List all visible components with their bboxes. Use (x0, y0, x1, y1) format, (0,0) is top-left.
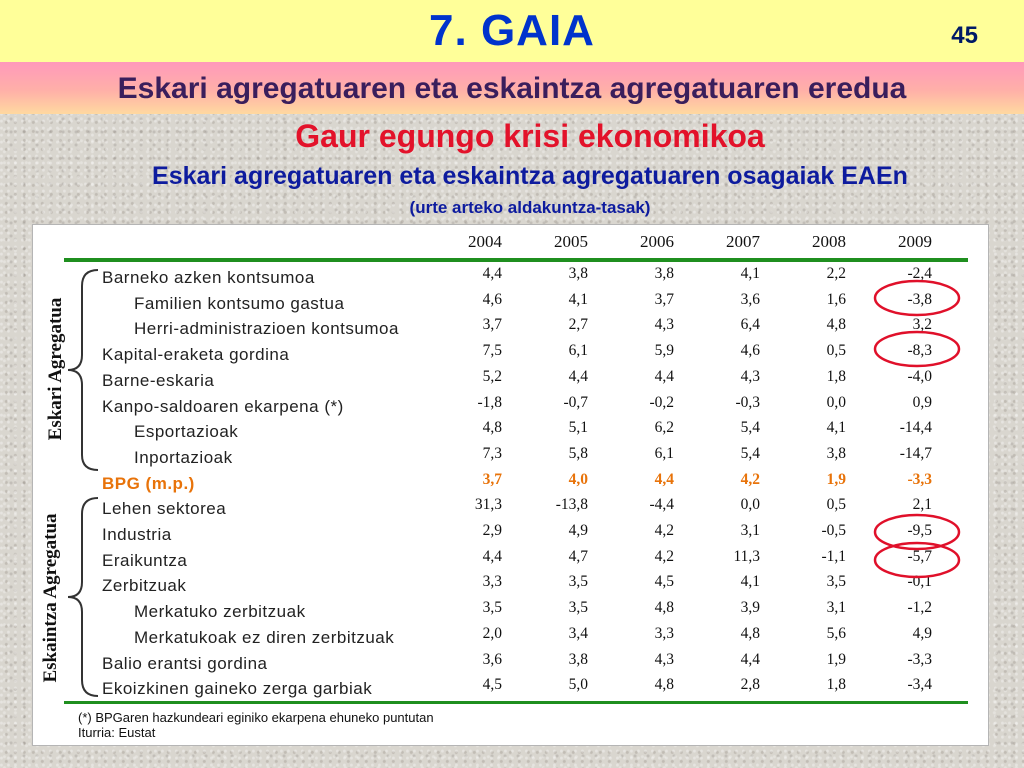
table-cell: 3,9 (740, 599, 760, 617)
table-subtitle: (urte arteko aldakuntza-tasak) (409, 198, 651, 217)
footnote-note: (*) BPGaren hazkundeari eginiko ekarpena ehuneko puntutan (78, 710, 434, 725)
table-cell: 4,4 (568, 367, 588, 385)
table-cell: 3,2 (912, 316, 932, 334)
table-cell: 3,8 (568, 265, 588, 282)
slide-number: 45 (951, 22, 978, 49)
row-label: Herri-administrazioen kontsumoa (134, 319, 399, 339)
table-cell: 0,0 (740, 496, 760, 514)
highlight-circle (875, 332, 959, 366)
table-cell: -4,0 (907, 367, 932, 385)
table-cell: 0,0 (826, 393, 846, 411)
table-title: Eskari agregatuaren eta eskaintza agregatuaren osagaiak EAEn (152, 162, 908, 190)
table-cell: -3,8 (907, 290, 932, 308)
table-cell: -0,3 (735, 393, 760, 411)
slide-subtitle: Eskari agregatuaren eta eskaintza agregatuaren eredua (117, 72, 907, 105)
highlight-circle (875, 281, 959, 315)
row-label: BPG (m.p.) (102, 473, 195, 493)
table-cell: 5,2 (482, 367, 502, 385)
year-header: 2008 (812, 232, 846, 251)
table-cell: 7,5 (482, 342, 502, 360)
table-cell: 3,8 (654, 265, 674, 282)
table-cell: 4,4 (740, 650, 760, 668)
table-cell: 4,5 (482, 676, 502, 694)
table-cell: -14,4 (899, 419, 932, 437)
demand-group-label: Eskari Agregatua (45, 297, 66, 441)
table-cell: -0,5 (821, 522, 846, 539)
table-cell: 3,6 (482, 650, 502, 668)
table-cell: 2,2 (826, 265, 846, 282)
table-cell: 4,8 (740, 624, 760, 642)
table-cell: 4,8 (654, 676, 674, 694)
table-cell: 1,8 (826, 367, 846, 385)
table-cell: 6,4 (740, 316, 760, 334)
table-cell: -5,7 (907, 547, 932, 565)
table-cell: 4,1 (568, 290, 588, 308)
row-label: Zerbitzuak (102, 576, 187, 596)
table-cell: 4,6 (740, 342, 760, 360)
footnote (78, 710, 434, 740)
table-cell: 4,5 (654, 573, 674, 591)
table-cell: 5,9 (654, 342, 674, 360)
table-cell: -3,3 (907, 470, 932, 488)
footnote-source: Iturria: Eustat (78, 725, 156, 740)
section-heading: Gaur egungo krisi ekonomikoa (295, 118, 765, 154)
row-label: Esportazioak (134, 422, 239, 442)
table-cell: 4,1 (740, 265, 760, 282)
table-cell: 6,2 (654, 419, 674, 437)
table-cell: 4,4 (482, 265, 502, 282)
table-cell: 4,3 (654, 316, 674, 334)
row-label: Barne-eskaria (102, 370, 215, 390)
table-cell: -0,1 (907, 573, 932, 591)
table-cell: 3,7 (482, 316, 502, 334)
table-cell: 3,7 (482, 470, 502, 488)
row-label: Familien kontsumo gastua (134, 293, 345, 313)
row-label: Balio erantsi gordina (102, 653, 268, 673)
table-cell: 2,1 (912, 496, 932, 514)
table-cell: 6,1 (568, 342, 588, 360)
table-cell: 0,5 (826, 342, 846, 360)
table-cell: 4,6 (482, 290, 502, 308)
table-cell: 5,0 (568, 676, 588, 694)
table-cell: -1,8 (477, 393, 502, 411)
table-cell: 3,5 (568, 599, 588, 617)
row-label: Industria (102, 525, 172, 544)
demand-brace (68, 270, 98, 470)
table-cell: 4,9 (568, 522, 588, 539)
table-cell: 5,4 (740, 444, 760, 462)
row-label: Merkatuko zerbitzuak (134, 602, 306, 622)
table-cell: -4,4 (649, 496, 674, 514)
table-cell: 4,3 (740, 367, 760, 385)
slide-title: 7. GAIA (429, 6, 595, 55)
table-cell: 4,4 (482, 547, 502, 565)
table-cell: 3,3 (654, 624, 674, 642)
table-cell: 3,8 (568, 650, 588, 668)
table-cell: 2,9 (482, 522, 502, 539)
table-cell: 4,3 (654, 650, 674, 668)
table-cell: 4,8 (654, 599, 674, 617)
table-cell: 4,8 (482, 419, 502, 437)
table-cell: 4,1 (826, 419, 846, 437)
table-cell: 0,9 (912, 393, 932, 411)
table-cell: 3,6 (740, 290, 760, 308)
supply-brace (68, 498, 98, 696)
table-cell: 7,3 (482, 444, 502, 462)
table-cell: -13,8 (555, 496, 588, 514)
table-cell: -0,2 (649, 393, 674, 411)
table-cell: 2,7 (568, 316, 588, 334)
table-cell: 2,8 (740, 676, 760, 694)
year-header: 2005 (554, 232, 588, 251)
table-cell: 4,2 (654, 522, 674, 539)
table-cell: 5,6 (826, 624, 846, 642)
table-cell: 5,8 (568, 444, 588, 462)
table-cell: 3,1 (826, 599, 846, 617)
table-cell: 3,1 (740, 522, 760, 539)
table-cell: -0,7 (563, 393, 588, 411)
table-cell: 1,9 (826, 650, 846, 668)
row-label: Ekoizkinen gaineko zerga garbiak (102, 679, 373, 699)
table-cell: 4,2 (740, 470, 760, 488)
table-cell: -3,3 (907, 650, 932, 668)
table-cell: 4,0 (568, 470, 588, 488)
table-cell: 3,5 (826, 573, 846, 591)
table-cell: 6,1 (654, 444, 674, 462)
table-cell: 1,9 (826, 470, 846, 488)
table-cell: 5,4 (740, 419, 760, 437)
table-cell: 3,5 (568, 573, 588, 591)
table-cell: 4,4 (654, 470, 674, 488)
table-cell: 1,8 (826, 676, 846, 694)
row-label: Kanpo-saldoaren ekarpena (*) (102, 396, 344, 416)
table-cell: 3,3 (482, 573, 502, 591)
table-cell: 11,3 (733, 547, 760, 565)
row-label: Lehen sektorea (102, 499, 227, 519)
table-cell: 3,7 (654, 290, 674, 308)
table-cell: 3,8 (826, 444, 846, 462)
table-cell: 3,4 (568, 624, 588, 642)
row-label: Merkatukoak ez diren zerbitzuak (134, 627, 395, 647)
table-cell: 4,2 (654, 547, 674, 565)
year-header: 2009 (898, 232, 932, 251)
year-header: 2004 (468, 232, 502, 251)
table-cell: 4,7 (568, 547, 588, 565)
table-cell: 4,8 (826, 316, 846, 334)
table-cell: 4,4 (654, 367, 674, 385)
table-cell: 1,6 (826, 290, 846, 308)
table-cell: -3,4 (907, 676, 932, 694)
year-header: 2006 (640, 232, 674, 251)
row-label: Inportazioak (134, 447, 233, 467)
table-cell: -1,1 (821, 547, 846, 565)
row-label: Eraikuntza (102, 550, 188, 570)
table-cell: -2,4 (907, 265, 932, 282)
table-cell: -8,3 (907, 342, 932, 360)
table-cell: 0,5 (826, 496, 846, 514)
row-label: Barneko azken kontsumoa (102, 268, 315, 287)
table-cell: -14,7 (899, 444, 932, 462)
table-cell: 31,3 (474, 496, 502, 514)
table-cell: 3,5 (482, 599, 502, 617)
table-cell: 2,0 (482, 624, 502, 642)
supply-group-label: Eskaintza Agregatua (40, 513, 61, 683)
year-header: 2007 (726, 232, 760, 251)
table-cell: -1,2 (907, 599, 932, 617)
table-cell: 5,1 (568, 419, 588, 437)
table-cell: 4,9 (912, 624, 932, 642)
table-cell: 4,1 (740, 573, 760, 591)
table-cell: -9,5 (907, 522, 932, 539)
row-label: Kapital-eraketa gordina (102, 345, 290, 365)
